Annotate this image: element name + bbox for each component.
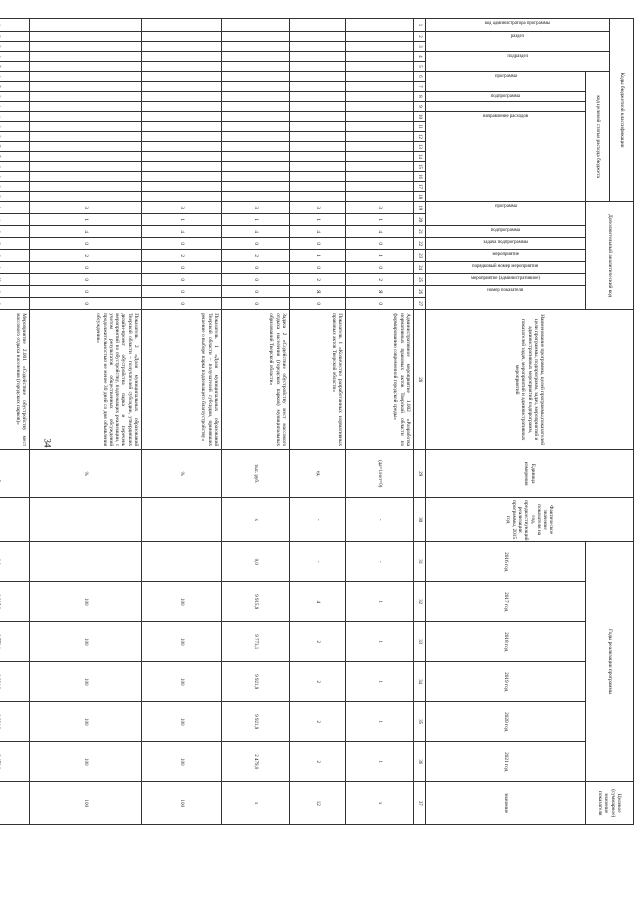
- cell-prev: [0, 498, 30, 542]
- cell-target: х: [346, 782, 414, 825]
- column-number: 14: [414, 152, 426, 162]
- code-digit: 1: [346, 250, 414, 262]
- code-digit: [30, 32, 142, 42]
- cell-y2019: 9 921,9: [222, 662, 290, 702]
- code-digit: [0, 19, 30, 32]
- code-digit: [346, 102, 414, 112]
- cell-y2021: [0, 742, 30, 782]
- code-digit: [0, 142, 30, 152]
- code-digit: [222, 62, 290, 72]
- code-digit: 4: [290, 226, 346, 238]
- code-digit: [346, 42, 414, 52]
- column-number: 1: [414, 19, 426, 32]
- code-digit: 0: [290, 262, 346, 274]
- column-number: 17: [414, 182, 426, 192]
- code-digit: [142, 152, 222, 162]
- code-digit: [0, 238, 30, 250]
- program-header: программа: [426, 72, 586, 92]
- cell-unit: ед.: [290, 450, 346, 498]
- code-digit: [346, 162, 414, 172]
- cell-unit: тыс. руб.: [222, 450, 290, 498]
- target-header: Целевое (суммарное) значение показателя: [586, 782, 634, 825]
- code-digit: [142, 162, 222, 172]
- code-digit: 3: [142, 202, 222, 214]
- cell-y2021: 2 479,0: [222, 742, 290, 782]
- rotated-table-sheet: [14, 18, 634, 818]
- code-digit: 0: [30, 298, 142, 310]
- admin-code-header: код администратора программы: [426, 19, 610, 32]
- extra-event-header: мероприятие: [426, 250, 586, 262]
- cell-y2019: 100: [30, 662, 142, 702]
- code-digit: [0, 286, 30, 298]
- code-digit: [290, 32, 346, 42]
- code-digit: [0, 226, 30, 238]
- code-digit: 2: [346, 274, 414, 286]
- cell-prev: [142, 498, 222, 542]
- code-digit: [142, 92, 222, 102]
- code-digit: [346, 112, 414, 122]
- code-digit: 0: [222, 298, 290, 310]
- subprogram-header: подпрограмма: [426, 92, 586, 102]
- code-digit: [142, 32, 222, 42]
- code-digit: [0, 92, 30, 102]
- code-digit: 0: [222, 286, 290, 298]
- code-digit: 3: [222, 202, 290, 214]
- code-digit: [0, 62, 30, 72]
- code-digit: Я: [290, 286, 346, 298]
- extra-event-number-header: порядковый номер мероприятия: [426, 262, 586, 274]
- code-digit: [30, 92, 142, 102]
- code-digit: 0: [142, 262, 222, 274]
- cell-name: Показатель 2 «Доля муниципальных образований Тверской области – получателей субсидии, утвердивших дизайн-проект обустройства парка и перечень мероприятий по обустройству, подлежащих реализации, с учетом результатов общественных обсуждений продолжительностью не менее 30 дней со дня объявления обсуждения»: [30, 310, 142, 450]
- column-number: 27: [414, 298, 426, 310]
- code-digit: [142, 52, 222, 62]
- code-digit: [0, 82, 30, 92]
- code-digit: [142, 19, 222, 32]
- code-digit: 2: [30, 250, 142, 262]
- cell-y2018: 9 773,1: [222, 622, 290, 662]
- column-number: 15: [414, 162, 426, 172]
- column-number: 28: [414, 310, 426, 450]
- code-digit: 0: [290, 298, 346, 310]
- code-digit: [222, 142, 290, 152]
- code-digit: [30, 132, 142, 142]
- code-digit: [0, 122, 30, 132]
- code-digit: 2: [290, 274, 346, 286]
- unit-header: Единица измерения: [426, 450, 634, 498]
- code-digit: [0, 152, 30, 162]
- code-digit: [30, 102, 142, 112]
- code-digit: [0, 102, 30, 112]
- code-digit: [0, 262, 30, 274]
- code-digit: [30, 52, 142, 62]
- cell-y2017: [0, 582, 30, 622]
- budget-codes-header: Коды бюджетной классификации: [610, 19, 634, 202]
- code-digit: 1: [30, 214, 142, 226]
- column-number: 7: [414, 82, 426, 92]
- column-number: 24: [414, 262, 426, 274]
- cell-name: Показатель 1 «Доля муниципальных образований Тверской области – получателей субсидии, принявших решение о выборе парка подлежащего благоустройству»: [142, 310, 222, 450]
- code-digit: [142, 132, 222, 142]
- page-number: 34: [42, 438, 53, 448]
- cell-y2018: 100: [142, 622, 222, 662]
- code-digit: 0: [30, 286, 142, 298]
- code-digit: 0: [222, 238, 290, 250]
- column-number: 36: [414, 742, 426, 782]
- year-2017-header: 2017 год: [426, 582, 586, 622]
- code-digit: 4: [30, 226, 142, 238]
- cell-prev: [30, 498, 142, 542]
- code-digit: [290, 92, 346, 102]
- cell-y2016: [142, 542, 222, 582]
- code-digit: [142, 102, 222, 112]
- column-number: 37: [414, 782, 426, 825]
- cell-y2021: 100: [142, 742, 222, 782]
- column-number: 25: [414, 274, 426, 286]
- code-digit: [222, 32, 290, 42]
- code-digit: [346, 142, 414, 152]
- code-digit: [30, 152, 142, 162]
- cell-y2017: 9 915,9: [222, 582, 290, 622]
- code-digit: [222, 52, 290, 62]
- column-numbers-row: [414, 19, 426, 825]
- code-digit: 1: [222, 214, 290, 226]
- code-digit: [0, 42, 30, 52]
- years-header: Годы реализации программы: [586, 542, 634, 782]
- year-2021-header: 2021 год: [426, 742, 586, 782]
- cell-prev: х: [222, 498, 290, 542]
- column-number: 20: [414, 214, 426, 226]
- code-digit: [290, 162, 346, 172]
- column-number: 12: [414, 132, 426, 142]
- column-number: 21: [414, 226, 426, 238]
- code-digit: [346, 92, 414, 102]
- code-digit: [0, 112, 30, 122]
- cell-y2017: 100: [30, 582, 142, 622]
- code-digit: [30, 19, 142, 32]
- column-number: 30: [414, 498, 426, 542]
- table-row: [142, 19, 222, 825]
- code-digit: 1: [290, 250, 346, 262]
- column-number: 31: [414, 542, 426, 582]
- code-digit: [346, 182, 414, 192]
- column-number: 33: [414, 622, 426, 662]
- cell-y2016: [30, 542, 142, 582]
- cell-name: Показатель 1 «Количество разработанных нормативных правовых актов Тверской области»: [290, 310, 346, 450]
- cell-y2016: 0,0: [222, 542, 290, 582]
- column-number: 10: [414, 112, 426, 122]
- code-digit: [346, 62, 414, 72]
- cell-prev: -: [290, 498, 346, 542]
- section-header: раздел: [426, 32, 610, 52]
- code-digit: [0, 298, 30, 310]
- code-digit: [346, 32, 414, 42]
- code-digit: 0: [142, 286, 222, 298]
- cell-unit: %: [30, 450, 142, 498]
- code-digit: [142, 112, 222, 122]
- year-2018-header: 2018 год: [426, 622, 586, 662]
- code-digit: 4: [222, 226, 290, 238]
- code-digit: 0: [142, 238, 222, 250]
- code-digit: [290, 102, 346, 112]
- code-digit: [222, 182, 290, 192]
- table-row: [0, 19, 30, 825]
- cell-target: 12: [290, 782, 346, 825]
- code-digit: [346, 152, 414, 162]
- code-digit: [346, 122, 414, 132]
- code-digit: [0, 132, 30, 142]
- column-number: 29: [414, 450, 426, 498]
- code-digit: [222, 152, 290, 162]
- code-digit: [30, 162, 142, 172]
- column-number: 8: [414, 92, 426, 102]
- code-digit: 0: [142, 298, 222, 310]
- code-digit: 4: [142, 226, 222, 238]
- code-digit: [290, 112, 346, 122]
- cell-y2016: -: [290, 542, 346, 582]
- direction-header: направление расходов: [426, 112, 586, 202]
- code-digit: [0, 250, 30, 262]
- cell-y2021: 100: [30, 742, 142, 782]
- code-digit: 0: [346, 298, 414, 310]
- code-digit: [142, 82, 222, 92]
- cell-y2017: 1: [346, 582, 414, 622]
- table-body: [0, 19, 414, 825]
- cell-y2020: 9 921,9: [222, 702, 290, 742]
- table-row: [222, 19, 290, 825]
- code-digit: [30, 112, 142, 122]
- table-row: [290, 19, 346, 825]
- code-digit: [0, 52, 30, 62]
- year-2016-header: 2016 год: [426, 542, 586, 582]
- code-digit: [222, 132, 290, 142]
- code-digit: 0: [346, 238, 414, 250]
- code-digit: [290, 42, 346, 52]
- code-digit: [0, 182, 30, 192]
- cell-y2020: [0, 702, 30, 742]
- code-digit: [290, 152, 346, 162]
- code-digit: [346, 132, 414, 142]
- column-number: 19: [414, 202, 426, 214]
- code-digit: 4: [346, 226, 414, 238]
- code-digit: [346, 72, 414, 82]
- year-2020-header: 2020 год: [426, 702, 586, 742]
- code-digit: [346, 52, 414, 62]
- code-digit: [290, 172, 346, 182]
- code-digit: [30, 72, 142, 82]
- code-digit: [0, 72, 30, 82]
- column-number: 4: [414, 52, 426, 62]
- code-digit: 3: [30, 202, 142, 214]
- code-digit: 1: [290, 214, 346, 226]
- code-digit: 0: [346, 262, 414, 274]
- column-number: 16: [414, 172, 426, 182]
- code-digit: [30, 182, 142, 192]
- cell-y2021: 1: [346, 742, 414, 782]
- cell-y2018: [0, 622, 30, 662]
- cell-target: 100: [30, 782, 142, 825]
- code-digit: [222, 42, 290, 52]
- code-digit: 1: [346, 214, 414, 226]
- cell-target: [0, 782, 30, 825]
- code-digit: [222, 72, 290, 82]
- cell-target: 100: [142, 782, 222, 825]
- cell-y2019: [0, 662, 30, 702]
- code-digit: 2: [222, 250, 290, 262]
- column-number: 3: [414, 42, 426, 52]
- column-number: 32: [414, 582, 426, 622]
- cell-y2016: -: [346, 542, 414, 582]
- empty-code-header: [426, 102, 586, 112]
- cell-y2018: 2: [290, 622, 346, 662]
- code-digit: 0: [30, 262, 142, 274]
- code-digit: [222, 102, 290, 112]
- code-digit: [290, 62, 346, 72]
- code-digit: [0, 214, 30, 226]
- code-digit: [30, 192, 142, 202]
- code-digit: [0, 162, 30, 172]
- code-digit: 0: [142, 274, 222, 286]
- code-digit: [142, 62, 222, 72]
- code-digit: 1: [142, 214, 222, 226]
- extra-subprogram-header: подпрограмма: [426, 226, 586, 238]
- extra-code-header: Дополнительный аналитический код: [586, 202, 634, 310]
- target-code-header: код целевой статьи расхода бюджета: [586, 72, 610, 202]
- year-2019-header: 2019 год: [426, 662, 586, 702]
- prev-year-header: Фактическое значение показателя на год, предшествующий реализации программы, 2015 год: [426, 498, 634, 542]
- extra-task-header: задача подпрограммы: [426, 238, 586, 250]
- cell-y2019: 100: [142, 662, 222, 702]
- column-number: 11: [414, 122, 426, 132]
- cell-y2016: [0, 542, 30, 582]
- cell-y2017: 4: [290, 582, 346, 622]
- code-digit: [222, 162, 290, 172]
- code-digit: [30, 42, 142, 52]
- cell-name: Административное мероприятие 1.002 «Разработка нормативных правовых актов Тверской области по формированию современной городской среды»: [346, 310, 414, 450]
- code-digit: [290, 132, 346, 142]
- code-digit: [222, 92, 290, 102]
- code-digit: [290, 192, 346, 202]
- code-digit: [142, 122, 222, 132]
- cell-unit: %: [142, 450, 222, 498]
- subsection-header: подраздел: [426, 52, 610, 72]
- code-digit: [346, 172, 414, 182]
- code-digit: [222, 82, 290, 92]
- code-digit: [142, 182, 222, 192]
- value-header: значение: [426, 782, 586, 825]
- code-digit: [222, 122, 290, 132]
- code-digit: [30, 172, 142, 182]
- column-number: 9: [414, 102, 426, 112]
- code-digit: [142, 172, 222, 182]
- column-number: 23: [414, 250, 426, 262]
- code-digit: 3: [290, 202, 346, 214]
- code-digit: 2: [142, 250, 222, 262]
- code-digit: [290, 72, 346, 82]
- code-digit: 0: [290, 238, 346, 250]
- column-number: 5: [414, 62, 426, 72]
- code-digit: [0, 274, 30, 286]
- cell-y2019: 1: [346, 662, 414, 702]
- cell-name: Мероприятие 2.001 «Содействие обустройству мест массового отдыха населения (городских парков)»: [0, 310, 30, 450]
- code-digit: [0, 192, 30, 202]
- column-number: 22: [414, 238, 426, 250]
- cell-y2017: 100: [142, 582, 222, 622]
- column-number: 6: [414, 72, 426, 82]
- code-digit: [290, 122, 346, 132]
- code-digit: 0: [222, 262, 290, 274]
- cell-y2021: 2: [290, 742, 346, 782]
- code-digit: [142, 42, 222, 52]
- cell-y2020: 2: [290, 702, 346, 742]
- cell-y2018: 1: [346, 622, 414, 662]
- table-row: [346, 19, 414, 825]
- cell-y2019: 2: [290, 662, 346, 702]
- code-digit: [0, 172, 30, 182]
- cell-target: х: [222, 782, 290, 825]
- code-digit: [0, 202, 30, 214]
- code-digit: [142, 192, 222, 202]
- code-digit: [30, 122, 142, 132]
- code-digit: Я: [346, 286, 414, 298]
- cell-y2020: 100: [142, 702, 222, 742]
- code-digit: [290, 82, 346, 92]
- code-digit: [222, 112, 290, 122]
- table-row: [30, 19, 142, 825]
- code-digit: [30, 142, 142, 152]
- code-digit: [0, 32, 30, 42]
- code-digit: 0: [30, 238, 142, 250]
- code-digit: [346, 192, 414, 202]
- cell-prev: -: [346, 498, 414, 542]
- code-digit: 0: [222, 274, 290, 286]
- column-number: 34: [414, 662, 426, 702]
- extra-indicator-number-header: номер показателя: [426, 286, 586, 310]
- extra-program-header: программа: [426, 202, 586, 226]
- column-number: 26: [414, 286, 426, 298]
- column-number: 35: [414, 702, 426, 742]
- program-table: [0, 18, 634, 825]
- cell-name: Задача 2 «Содействие обустройству мест массового отдыха населения (городских парков) муниципальных образований Тверской области»: [222, 310, 290, 450]
- code-digit: [290, 142, 346, 152]
- code-digit: 0: [30, 274, 142, 286]
- code-digit: [222, 192, 290, 202]
- column-number: 13: [414, 142, 426, 152]
- cell-y2020: 1: [346, 702, 414, 742]
- name-header: Наименование программы, целей программы,показателей цели программы, подпрограмм, задач, мероприятий и административных мероприятий подпрограмм, показателей задач, мероприятий и административных мероприятий: [426, 310, 634, 450]
- cell-unit: (да=1/нет=0): [346, 450, 414, 498]
- code-digit: [346, 19, 414, 32]
- column-number: 18: [414, 192, 426, 202]
- code-digit: [222, 172, 290, 182]
- code-digit: [30, 62, 142, 72]
- code-digit: [290, 19, 346, 32]
- code-digit: [142, 72, 222, 82]
- extra-admin-event-header: мероприятие (административное): [426, 274, 586, 286]
- code-digit: [30, 82, 142, 92]
- code-digit: [290, 52, 346, 62]
- cell-unit: [0, 450, 30, 498]
- cell-y2018: 100: [30, 622, 142, 662]
- code-digit: [346, 82, 414, 92]
- cell-y2020: 100: [30, 702, 142, 742]
- code-digit: [222, 19, 290, 32]
- column-number: 2: [414, 32, 426, 42]
- code-digit: [290, 182, 346, 192]
- code-digit: [142, 142, 222, 152]
- code-digit: 3: [346, 202, 414, 214]
